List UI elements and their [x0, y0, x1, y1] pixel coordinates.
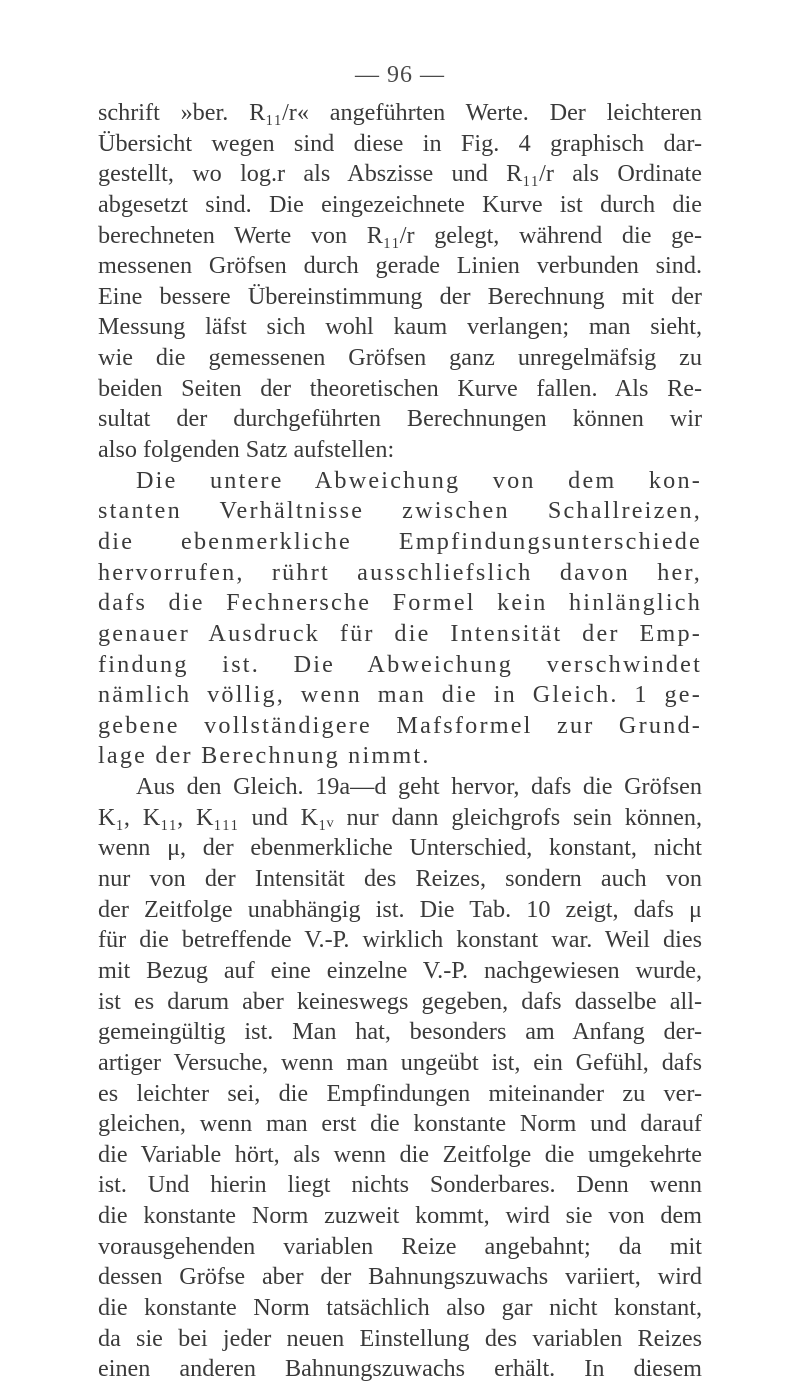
text-line: sultat der durchgeführten Berechnungen können wir — [98, 405, 702, 433]
emphasized-line: hervorrufen, rührt ausschliefslich davon her, — [98, 558, 702, 586]
emphasized-line: genauer Ausdruck für die Intensität der Emp- — [98, 619, 702, 647]
text-line: mit Bezug auf eine einzelne V.-P. nachgewiesen wurde, — [98, 956, 702, 984]
text-line: Übersicht wegen sind diese in Fig. 4 graphisch dar- — [98, 129, 702, 157]
emphasized-line: die ebenmerkliche Empfindungsunterschiede — [98, 527, 702, 555]
text-line: gleichen, wenn man erst die konstante Norm und darauf — [98, 1110, 702, 1138]
text-line: K₁, K₁₁, K₁₁₁ und K₁ᵥ nur dann gleichgrofs sein können, — [98, 803, 702, 831]
text-line: nur von der Intensität des Reizes, sondern auch von — [98, 865, 702, 893]
emphasized-line: nämlich völlig, wenn man die in Gleich. 1 ge- — [98, 681, 702, 709]
page-number: — 96 — — [355, 62, 445, 88]
text-line: Messung läfst sich wohl kaum verlangen; man sieht, — [98, 313, 702, 341]
text-line: einen anderen Bahnungszuwachs erhält. In diesem — [98, 1355, 702, 1383]
text-line: für die betreffende V.-P. wirklich konstant war. Weil dies — [98, 926, 702, 954]
emphasized-line: gebene vollständigere Mafsformel zur Grund- — [98, 711, 702, 739]
text-line: der Zeitfolge unabhängig ist. Die Tab. 10 zeigt, dafs μ — [98, 895, 702, 923]
text-line: schrift »ber. R₁₁/r« angeführten Werte. Der leichteren — [98, 99, 702, 126]
emphasized-line: Die untere Abweichung von dem kon- — [136, 466, 702, 494]
emphasized-line: lage der Berechnung nimmt. — [98, 742, 431, 770]
text-line: da sie bei jeder neuen Einstellung des variablen Reizes — [98, 1324, 702, 1352]
text-line: es leichter sei, die Empfindungen miteinander zu ver- — [98, 1079, 702, 1107]
emphasized-line: dafs die Fechnersche Formel kein hinlänglich — [98, 589, 702, 617]
text-line: gestellt, wo log.r als Abszisse und R₁₁/r als Ordinate — [98, 160, 702, 188]
text-line: die konstante Norm zuzweit kommt, wird sie von dem — [98, 1202, 702, 1230]
text-line: also folgenden Satz aufstellen: — [98, 436, 395, 464]
text-line: die Variable hört, als wenn die Zeitfolge die umgekehrte — [98, 1140, 702, 1168]
emphasized-line: findung ist. Die Abweichung verschwindet — [98, 650, 702, 678]
text-line: dessen Gröfse aber der Bahnungszuwachs variiert, wird — [98, 1263, 702, 1291]
text-line: ist es darum aber keineswegs gegeben, dafs dasselbe all- — [98, 987, 702, 1015]
text-line: berechneten Werte von R₁₁/r gelegt, während die ge- — [98, 221, 702, 249]
text-line: messenen Gröfsen durch gerade Linien verbunden sind. — [98, 252, 702, 280]
text-line: ist. Und hierin liegt nichts Sonderbares. Denn wenn — [98, 1171, 702, 1199]
text-line: Aus den Gleich. 19a—d geht hervor, dafs die Gröfsen — [136, 773, 702, 801]
text-line: Eine bessere Übereinstimmung der Berechnung mit der — [98, 282, 702, 310]
text-line: wie die gemessenen Gröfsen ganz unregelmäfsig zu — [98, 344, 702, 372]
text-line: abgesetzt sind. Die eingezeichnete Kurve ist durch die — [98, 190, 702, 218]
text-line: beiden Seiten der theoretischen Kurve fallen. Als Re- — [98, 374, 702, 402]
body-text — [98, 98, 702, 1385]
text-line: gemeingültig ist. Man hat, besonders am Anfang der- — [98, 1018, 702, 1046]
text-line: artiger Versuche, wenn man ungeübt ist, ein Gefühl, dafs — [98, 1048, 702, 1076]
emphasized-line: stanten Verhältnisse zwischen Schallreizen, — [98, 497, 702, 525]
text-line: vorausgehenden variablen Reize angebahnt; da mit — [98, 1232, 702, 1260]
text-line: die konstante Norm tatsächlich also gar nicht konstant, — [98, 1293, 702, 1321]
text-line: wenn μ, der ebenmerkliche Unterschied, konstant, nicht — [98, 834, 702, 862]
